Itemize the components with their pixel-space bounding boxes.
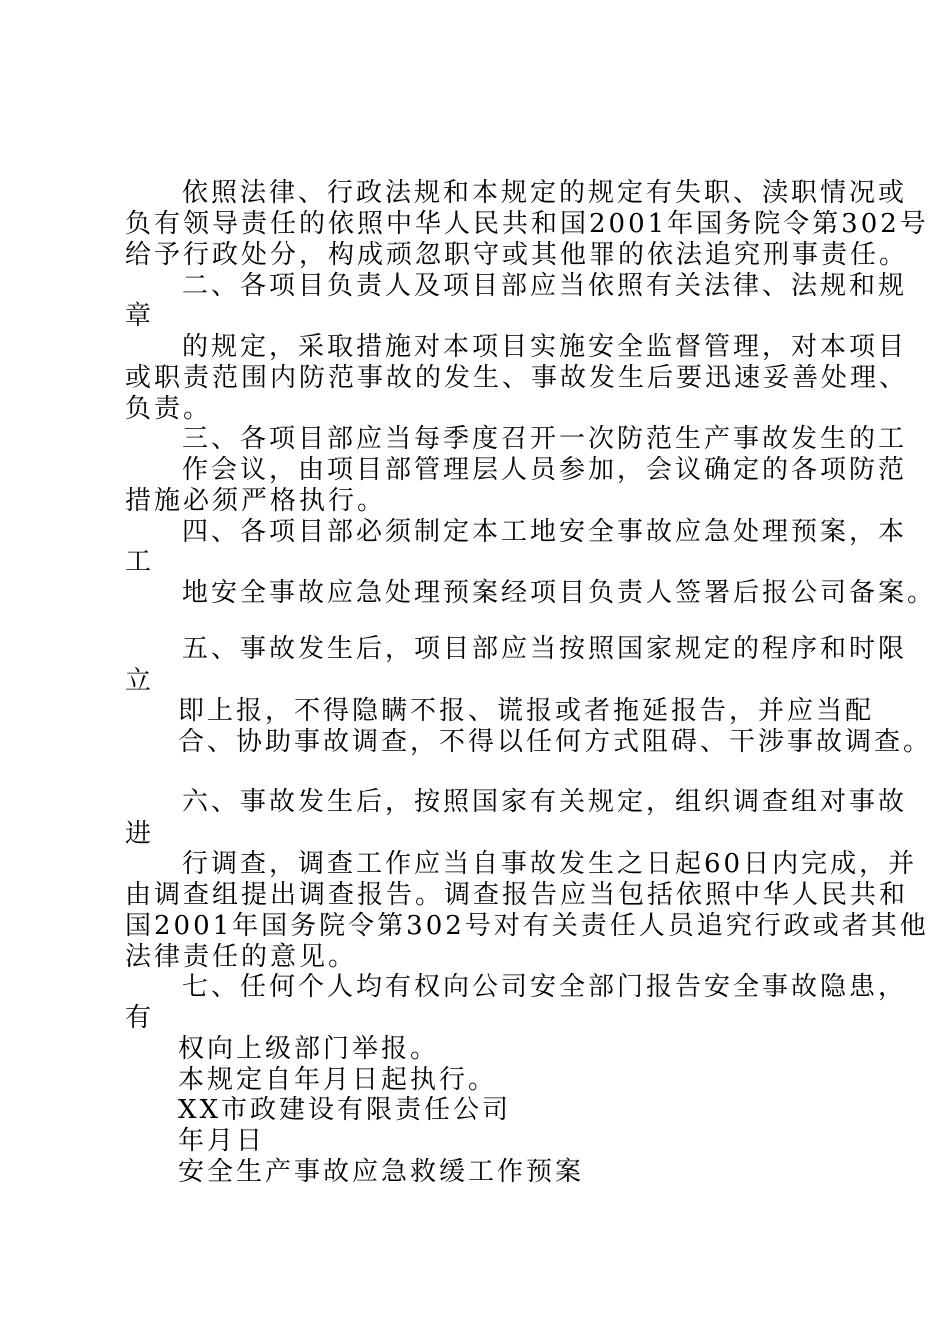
text-line: 行调查，调查工作应当自事故发生之日起60日内完成，并 bbox=[182, 849, 918, 879]
text-line: 章 bbox=[125, 301, 155, 331]
text-line: 作会议，由项目部管理层人员参加，会议确定的各项防范 bbox=[182, 455, 908, 485]
text-line: 即上报，不得隐瞒不报、谎报或者拖延报告，并应当配 bbox=[178, 696, 875, 726]
text-line: 工 bbox=[125, 547, 155, 577]
text-line: 给予行政处分，构成顽忽职守或其他罪的依法追究刑事责任。 bbox=[125, 240, 909, 270]
text-line: 的规定，采取措施对本项目实施安全监督管理，对本项目 bbox=[182, 332, 908, 362]
text-line: 年月日 bbox=[178, 1126, 266, 1156]
text-line: 负有领导责任的依照中华人民共和国2001年国务院令第302号 bbox=[125, 209, 929, 239]
text-line: XX市政建设有限责任公司 bbox=[178, 1095, 512, 1125]
text-line: 七、任何个人均有权向公司安全部门报告安全事故隐患， bbox=[182, 972, 908, 1002]
text-line: 权向上级部门举报。 bbox=[178, 1034, 440, 1064]
text-line: 由调查组提出调查报告。调查报告应当包括依照中华人民共和 bbox=[125, 880, 909, 910]
text-line: 地安全事故应急处理预案经项目负责人签署后报公司备案。 bbox=[182, 578, 937, 608]
text-line: 或职责范围内防范事故的发生、事故发生后要迅速妥善处理、 bbox=[125, 363, 909, 393]
text-line: 立 bbox=[125, 666, 155, 696]
text-line: 有 bbox=[125, 1003, 155, 1033]
text-line: 负责。 bbox=[125, 394, 213, 424]
text-line: 依照法律、行政法规和本规定的规定有失职、渎职情况或 bbox=[182, 178, 908, 208]
text-line: 国2001年国务院令第302号对有关责任人员追究行政或者其他 bbox=[125, 911, 929, 941]
text-line: 五、事故发生后，项目部应当按照国家规定的程序和时限 bbox=[182, 634, 908, 664]
text-line: 措施必须严格执行。 bbox=[125, 486, 387, 516]
text-line: 六、事故发生后，按照国家有关规定，组织调查组对事故 bbox=[182, 787, 908, 817]
text-line: 进 bbox=[125, 819, 155, 849]
text-line: 二、各项目负责人及项目部应当依照有关法律、法规和规 bbox=[182, 271, 908, 301]
text-line: 本规定自年月日起执行。 bbox=[178, 1065, 498, 1095]
text-line: 四、各项目部必须制定本工地安全事故应急处理预案，本 bbox=[182, 517, 908, 547]
text-line: 三、各项目部应当每季度召开一次防范生产事故发生的工 bbox=[182, 424, 908, 454]
text-line: 合、协助事故调查，不得以任何方式阻碍、干涉事故调查。 bbox=[178, 727, 933, 757]
text-line: 安全生产事故应急救缓工作预案 bbox=[178, 1157, 585, 1187]
text-line: 法律责任的意见。 bbox=[125, 942, 358, 972]
